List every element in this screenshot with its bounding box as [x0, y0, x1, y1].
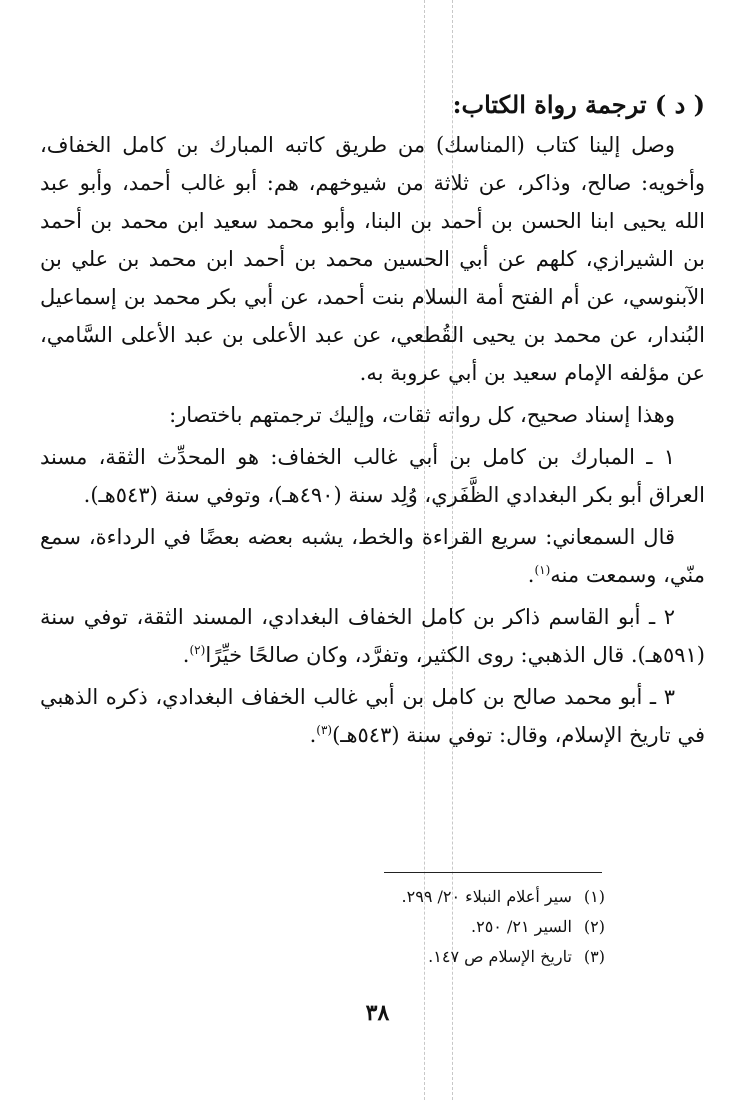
footnote-number: (١) — [583, 887, 605, 906]
paragraph-narrator-2 — [40, 598, 705, 674]
footnote-text: تاريخ الإسلام ص ١٤٧. — [428, 947, 572, 966]
paragraph-narrator-1: ١ ـ المبارك بن كامل بن أبي غالب الخفاف: هو المحدِّث الثقة، مسند العراق أبو بكر البغدادي الظَّفَري، وُلِد سنة (٤٩٠هـ)، وتوفي سنة (٥٤٣هـ). — [40, 445, 705, 507]
footnote-separator — [384, 872, 602, 873]
footnotes — [160, 882, 605, 972]
paragraph-isnad-statement: وهذا إسناد صحيح، كل رواته ثقات، وإليك ترجمتهم باختصار: — [169, 403, 675, 427]
footnote-2 — [160, 912, 605, 942]
samani-quote-text: قال السمعاني: سريع القراءة والخط، يشبه بعضه بعضًا في الرداءة، سمع منّي، وسمعت منه — [40, 525, 705, 587]
page-number: ٣٨ — [365, 1000, 390, 1026]
footnote-ref-2: (٢) — [189, 643, 206, 657]
section-heading: ( د ) ترجمة رواة الكتاب: — [452, 90, 705, 119]
paragraph-chain-of-transmission: وصل إلينا كتاب (المناسك) من طريق كاتبه المبارك بن كامل الخفاف، وأخويه: صالح، وذاكر، عن ثلاثة من شيوخهم، هم: أبو غالب أحمد، وأبو عبد الله يحيى ابنا الحسن بن أحمد بن البنا، وأبو محمد سعيد ابن محمد بن أحمد بن الشيرازي، كلهم عن أبي الحسين محمد بن أحمد ابن محمد بن علي بن الآبنوسي، عن أم الفتح أمة السلام بنت أحمد، عن أبي بكر محمد بن إسماعيل البُندار، عن محمد بن يحيى القُطعي، عن عبد الأعلى بن عبد الأعلى السَّامي، عن مؤلفه الإمام سعيد بن أبي عروبة به. — [40, 133, 705, 385]
narrator-3-end: . — [309, 723, 317, 747]
page-body — [40, 88, 705, 758]
narrator-2-end: . — [182, 643, 190, 667]
footnote-1 — [160, 882, 605, 912]
narrator-2-text: ٢ ـ أبو القاسم ذاكر بن كامل الخفاف البغدادي، المسند الثقة، توفي سنة (٥٩١هـ). قال الذهبي: روى الكثير، وتفرَّد، وكان صالحًا خيِّرًا — [40, 605, 705, 667]
paragraph-narrator-3 — [40, 678, 705, 754]
samani-quote-end: . — [527, 563, 535, 587]
footnote-number: (٣) — [583, 947, 605, 966]
footnote-text: السير ٢١/ ٢٥٠. — [471, 917, 572, 936]
footnote-number: (٢) — [583, 917, 605, 936]
footnote-ref-1: (١) — [534, 563, 551, 577]
narrator-3-text: ٣ ـ أبو محمد صالح بن كامل بن أبي غالب الخفاف البغدادي، ذكره الذهبي في تاريخ الإسلام، وقال: توفي سنة (٥٤٣هـ) — [40, 685, 705, 747]
footnote-3 — [160, 942, 605, 972]
paragraph-samani-quote — [40, 518, 705, 594]
footnote-ref-3: (٣) — [316, 723, 333, 737]
footnote-text: سير أعلام النبلاء ٢٠/ ٢٩٩. — [401, 887, 572, 906]
